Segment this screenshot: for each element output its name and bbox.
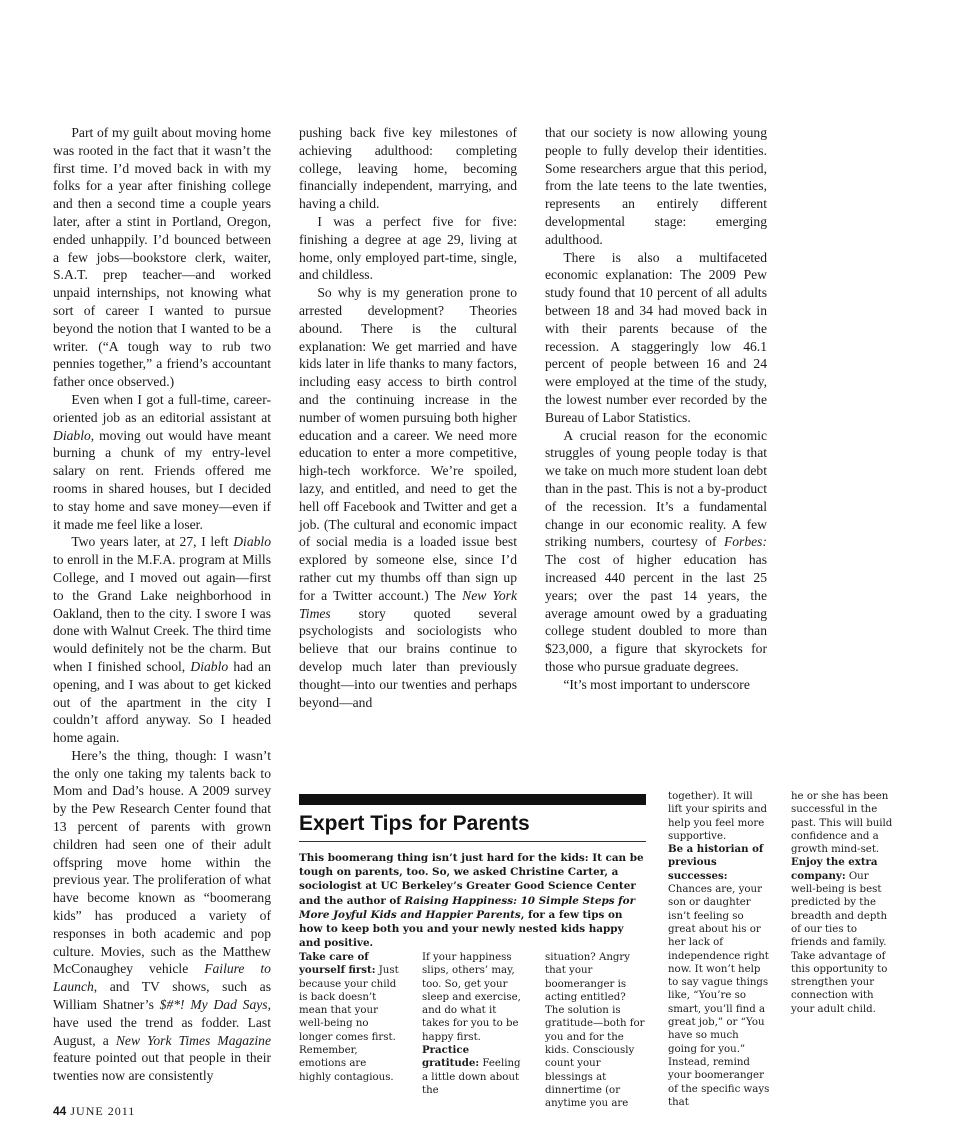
tip-text: Be a historian of previous successes: Chances are, your son or daughter isn’t feeling so great about his or her lack of independence right now. It won’t help to say vague things like, “You’re so smart, you’ll find a great job,” or “You have so much going for you.” Instead, remind your boomeranger of the specific ways that (668, 843, 770, 1108)
tips-column-4 (668, 790, 770, 1109)
tip-text: Take care of yourself first: Just because your child is back doesn’t mean that your well-being no longer comes first. Remember, emotions are highly contagious. (299, 951, 399, 1083)
paragraph: There is also a multifaceted economic explanation: The 2009 Pew study found that 10 percent of all adults between 18 and 34 had moved back in with their parents because of the recession. A staggeringly low 46.1 percent of people between 16 and 24 were employed at the time of the study, the lowest number ever recorded by the Bureau of Labor Statistics. (545, 249, 767, 425)
article-column-1 (53, 124, 271, 1085)
tip-text: situation? Angry that your boomeranger is acting entitled? The solution is gratitude—both for you and for the kids. Consciously count your blessings at dinnertime (or anytime you are (545, 952, 645, 1110)
tips-column-1 (299, 951, 399, 1084)
tips-column-5 (791, 790, 893, 1016)
tips-column-2 (422, 951, 522, 1097)
tips-column-3 (545, 951, 647, 1111)
paragraph: I was a perfect five for five: finishing a degree at age 29, living at home, only employed part-time, single, and childless. (299, 213, 517, 283)
issue-date: JUNE 2011 (70, 1104, 136, 1118)
paragraph: Two years later, at 27, I left Diablo to enroll in the M.F.A. program at Mills College, and I moved out again—first to the Grand Lake neighborhood in Oakland, then to the city. I swore I was done with Walnut Creek. The third time would definitely not be the charm. But when I finished school, Diablo had an opening, and I was about to get kicked out of the apartment in the city I couldn’t afford anyway. So I headed home again. (53, 534, 271, 746)
tip-text: together). It will lift your spirits and help you feel more supportive. (668, 791, 768, 842)
page-folio (53, 1104, 135, 1119)
sidebar-title: Expert Tips for Parents (299, 812, 530, 835)
sidebar-divider (299, 841, 646, 842)
paragraph: pushing back five key milestones of achieving adulthood: completing college, leaving home, becoming financially independent, marrying, and having a child. (299, 125, 517, 212)
paragraph: Here’s the thing, though: I wasn’t the only one taking my talents back to Mom and Dad’s house. A 2009 survey by the Pew Research Center found that 13 percent of parents with grown children had seen one of their adult offspring move home within the previous year. The proliferation of what have become known as “boomerang kids” has produced a variety of responses in both academic and pop culture. Movies, such as the Matthew McConaughey vehicle Failure to Launch, and TV shows, such as William Shatner’s $#*! My Dad Says, have used the trend as fodder. Last August, a New York Times Magazine feature pointed out that people in their twenties now are consistently (53, 747, 271, 1084)
tip-text: Practice gratitude: Feeling a little down about the (422, 1044, 521, 1096)
sidebar-header-bar (299, 794, 646, 805)
paragraph: A crucial reason for the economic struggles of young people today is that we take on much more student loan debt than in the past. This is not a by-product of the recession. It’s a fundamental change in our economic reality. A few striking numbers, courtesy of Forbes: The cost of higher education has increased 440 percent in the last 25 years; over the past 14 years, the average amount owed by a graduating college student doubled to more than $23,000, a figure that skyrockets for those who pursue graduate degrees. (545, 427, 767, 674)
tip-text: If your happiness slips, others’ may, too. So, get your sleep and exercise, and do what it takes for you to be happy first. (422, 952, 521, 1043)
paragraph: “It’s most important to underscore (563, 676, 750, 692)
article-column-2 (299, 124, 517, 711)
page-number: 44 (53, 1104, 67, 1118)
article-column-3 (545, 124, 767, 694)
paragraph: Part of my guilt about moving home was rooted in the fact that it wasn’t the first time. I’d moved back in with my folks for a year after finishing college and then a second time a couple years later, after a stint in Portland, Oregon, ended unhappily. I’d bounced between a few jobs—bookstore clerk, waiter, S.A.T. prep teacher—and worked unpaid internships, not knowing what sort of career I wanted to pursue beyond the notion that I wanted to be a writer. (“A tough way to rub two pennies together,” a friend’s accountant father once observed.) (53, 125, 271, 390)
tip-text: he or she has been successful in the past. This will build confidence and a growth mind-set. (791, 791, 893, 856)
paragraph: So why is my generation prone to arrested development? Theories abound. There is the cultural explanation: We get married and have kids later in life thanks to many factors, including easy access to birth control and the continuing increase in the number of women pursuing both higher education and a career. We need more education to enter a more competitive, high-tech workforce. We’re spoiled, lazy, and entitled, and need to get the hell off Facebook and Twitter and get a job. (The cultural and economic impact of social media is a loaded issue best explored by someone else, since I’d rather cut my thumbs off than sign up for a Twitter account.) The New York Times story quoted several psychologists and sociologists who believe that our brains continue to develop much later than previously thought—into our twenties and perhaps beyond—and (299, 285, 517, 710)
paragraph: that our society is now allowing young people to fully develop their identities. Some researchers argue that this period, from the late teens to the late twenties, represents an entirely different developmental stage: emerging adulthood. (545, 125, 767, 247)
sidebar-intro: This boomerang thing isn’t just hard for the kids: It can be tough on parents, too. So, we asked Christine Carter, a sociologist at UC Berkeley’s Greater Good Science Center and the author of Raising Happiness: 10 Simple Steps for More Joyful Kids and Happier Parents, for a few tips on how to keep both you and your newly nested kids happy and positive. (299, 852, 644, 950)
paragraph: Even when I got a full-time, career-oriented job as an editorial assistant at Diablo, moving out would have meant burning a chunk of my entry-level salary on rent. Friends offered me rooms in shared houses, but I decided to stay home and save money—even if it made me feel like a loser. (53, 391, 271, 532)
tip-text: Enjoy the extra company: Our well-being is best predicted by the breadth and depth of our ties to friends and family. Take advantage of this opportunity to strengthen your connection with your adult child. (791, 856, 888, 1015)
